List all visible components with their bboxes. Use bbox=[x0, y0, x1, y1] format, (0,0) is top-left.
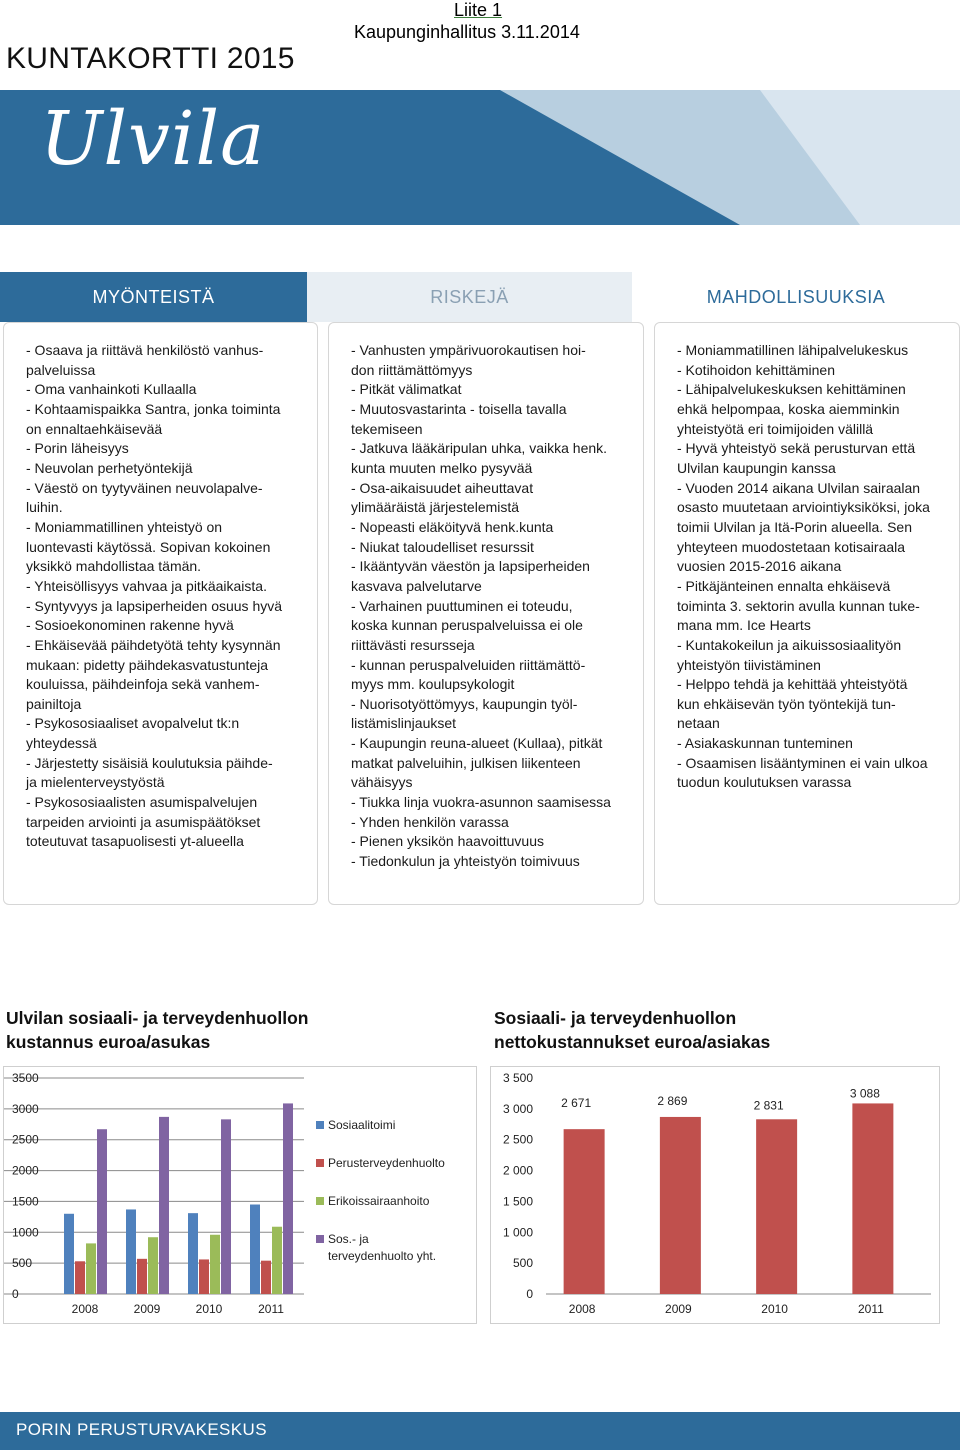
text-line: yhteistyötä eri toimijoiden välillä bbox=[677, 420, 874, 437]
y-tick-label: 2500 bbox=[12, 1132, 39, 1147]
text-line: - Yhteisöllisyys vahvaa ja pitkäaikaista. bbox=[26, 577, 267, 594]
text-line: - Asiakaskunnan tunteminen bbox=[677, 735, 853, 752]
text-line: kunta muuten melko pysyvää bbox=[351, 459, 533, 476]
data-label: 3 088 bbox=[849, 1086, 880, 1101]
text-line: tuodun koulutuksen varassa bbox=[677, 774, 852, 791]
risks-box bbox=[328, 322, 644, 905]
text-line: ylimääräistä järjestelemistä bbox=[351, 499, 520, 516]
x-tick-label: 2009 bbox=[665, 1302, 692, 1316]
y-tick-label: 1500 bbox=[12, 1194, 39, 1209]
text-line: - Sosioekonominen rakenne hyvä bbox=[26, 617, 234, 634]
bar-3 bbox=[283, 1103, 293, 1294]
text-line: - Muutosvastarinta - toisella tavalla bbox=[351, 400, 567, 417]
chart-2 bbox=[490, 1066, 940, 1324]
x-tick-label: 2010 bbox=[195, 1302, 223, 1316]
chart-1-title bbox=[6, 1006, 308, 1054]
text-line: - Kaupungin reuna-alueet (Kullaa), pitkät bbox=[351, 735, 603, 752]
text-line: toiminta 3. sektorin avulla kunnan tuke- bbox=[677, 597, 920, 614]
text-line: - Yhden henkilön varassa bbox=[351, 813, 509, 830]
text-line: tarpeiden arviointi ja asumispäätökset bbox=[26, 813, 261, 830]
text-line: - Ikääntyvän väestön ja lapsiperheiden bbox=[351, 558, 590, 575]
text-line: luontevasti käytössä. Sopivan kokoinen bbox=[26, 538, 271, 555]
text-line: - Pitkät välimatkat bbox=[351, 381, 462, 398]
text-line: myys mm. koulupsykologit bbox=[351, 676, 515, 693]
text-line: - Kohtaamispaikka Santra, jonka toiminta bbox=[26, 400, 281, 417]
chart-2-svg bbox=[491, 1067, 939, 1323]
text-line: toimii Ulvilan ja Itä-Porin alueella. Sen bbox=[677, 518, 912, 535]
data-label: 2 831 bbox=[753, 1098, 784, 1113]
strengths-box bbox=[3, 322, 318, 905]
meeting-label: Kaupunginhallitus 3.11.2014 bbox=[354, 22, 580, 42]
text-line: don riittämättömyys bbox=[351, 361, 473, 378]
y-tick-label: 2000 bbox=[12, 1163, 39, 1178]
text-line: - kunnan peruspalveluiden riittämättö- bbox=[351, 656, 586, 673]
footer-text: PORIN PERUSTURVAKESKUS bbox=[16, 1420, 267, 1439]
bar bbox=[852, 1103, 893, 1294]
legend-label: terveydenhuolto yht. bbox=[328, 1249, 437, 1263]
x-tick-label: 2011 bbox=[857, 1302, 884, 1316]
legend-swatch bbox=[316, 1159, 324, 1167]
y-tick-label: 500 bbox=[12, 1256, 33, 1271]
text-line: Ulvilan kaupungin kanssa bbox=[677, 459, 836, 476]
bar-0 bbox=[250, 1205, 260, 1294]
y-tick-label: 3500 bbox=[12, 1071, 39, 1085]
bar-3 bbox=[97, 1129, 107, 1294]
text-line: luihin. bbox=[26, 499, 63, 516]
x-tick-label: 2010 bbox=[761, 1302, 788, 1316]
page-title: KUNTAKORTTI 2015 bbox=[6, 42, 295, 75]
text-line: - Porin läheisyys bbox=[26, 440, 129, 457]
legend-label: Sos.- ja bbox=[328, 1232, 369, 1246]
text-line: - Moniammatillinen lähipalvelukeskus bbox=[677, 342, 909, 358]
text-line: yhteyteen muodostetaan kotisairaala bbox=[677, 538, 906, 555]
text-line: - Helppo tehdä ja kehittää yhteistyötä bbox=[677, 676, 908, 693]
y-tick-label: 2 000 bbox=[502, 1163, 533, 1178]
text-line: netaan bbox=[677, 715, 720, 732]
text-line: - Nopeasti eläköityvä henk.kunta bbox=[351, 518, 554, 535]
chart-title-line: Sosiaali- ja terveydenhuollon bbox=[494, 1008, 737, 1028]
legend-label: Sosiaalitoimi bbox=[328, 1118, 396, 1132]
text-line: - Vuoden 2014 aikana Ulvilan sairaalan bbox=[677, 479, 921, 496]
text-line: listämislinjaukset bbox=[351, 715, 457, 732]
bar-0 bbox=[126, 1209, 136, 1294]
text-line: kouluissa, päihdeinfoja sekä vanhem- bbox=[26, 676, 260, 693]
legend-swatch bbox=[316, 1235, 324, 1243]
chart-2-title bbox=[494, 1006, 770, 1054]
legend-swatch bbox=[316, 1197, 324, 1205]
text-line: - Lähipalvelukeskuksen kehittäminen bbox=[677, 381, 906, 398]
bar-2 bbox=[210, 1235, 220, 1294]
text-line: - Neuvolan perhetyöntekijä bbox=[26, 459, 193, 476]
text-line: - Ehkäisevää päihdetyötä tehty kysynnän bbox=[26, 636, 281, 653]
text-line: - Tiedonkulun ja yhteistyön toimivuus bbox=[351, 853, 580, 870]
opportunities-heading: MAHDOLLISUUKSIA bbox=[632, 272, 960, 322]
text-line: - Osa-aikaisuudet aiheuttavat bbox=[351, 479, 534, 496]
text-line: - Osaava ja riittävä henkilöstö vanhus- bbox=[26, 342, 264, 358]
text-line: koska kunnan peruspalveluissa ei ole bbox=[351, 617, 583, 634]
text-line: - Kuntakokeilun ja aikuissosiaalityön bbox=[677, 636, 902, 653]
city-name: Ulvila bbox=[40, 96, 266, 182]
strengths-heading: MYÖNTEISTÄ bbox=[0, 272, 307, 322]
chart-title-line: kustannus euroa/asukas bbox=[6, 1032, 211, 1052]
text-line: mukaan: pidetty päihdekasvatustunteja bbox=[26, 656, 269, 673]
text-line: palveluissa bbox=[26, 361, 96, 378]
text-line: yhteistyön tiivistäminen bbox=[677, 656, 821, 673]
text-line: matkat palveluihin, julkisen liikenteen bbox=[351, 754, 581, 771]
text-line: ehkä helpompaa, koska aiemminkin bbox=[677, 400, 900, 417]
text-line: - Kotihoidon kehittäminen bbox=[677, 361, 835, 378]
text-line: - Psykososiaalisten asumispalvelujen bbox=[26, 794, 258, 811]
text-line: yksikkö mahdollistaa tämän. bbox=[26, 558, 202, 575]
bar bbox=[660, 1117, 701, 1294]
bar-1 bbox=[199, 1259, 209, 1294]
text-line: riittävästi resursseja bbox=[351, 636, 475, 653]
bar-2 bbox=[86, 1243, 96, 1294]
text-line: vähäisyys bbox=[351, 774, 413, 791]
text-line: - Niukat taloudelliset resurssit bbox=[351, 538, 534, 555]
data-label: 2 671 bbox=[561, 1096, 592, 1111]
legend-label: Erikoissairaanhoito bbox=[328, 1194, 430, 1208]
text-line: kun ehkäisevän työn työntekijä tun- bbox=[677, 695, 896, 712]
chart-1-svg bbox=[4, 1067, 476, 1323]
text-line: yhteydessä bbox=[26, 735, 97, 752]
bar bbox=[564, 1129, 605, 1294]
text-line: - Oma vanhainkoti Kullaalla bbox=[26, 381, 197, 398]
bar-1 bbox=[261, 1261, 271, 1294]
y-tick-label: 1 000 bbox=[502, 1225, 533, 1240]
y-tick-label: 1 500 bbox=[502, 1194, 533, 1209]
legend-label: Perusterveydenhuolto bbox=[328, 1156, 445, 1170]
text-line: osasto muutetaan arviointiyksiköksi, joka bbox=[677, 499, 930, 516]
text-line: mana mm. Ice Hearts bbox=[677, 617, 811, 634]
text-line: tekemiseen bbox=[351, 420, 423, 437]
bar-2 bbox=[272, 1227, 282, 1294]
bar bbox=[756, 1119, 797, 1294]
text-line: - Varhainen puuttuminen ei toteudu, bbox=[351, 597, 573, 614]
text-line: ja mielenterveystyöstä bbox=[26, 774, 165, 791]
x-tick-label: 2008 bbox=[71, 1302, 99, 1316]
chart-title-line: nettokustannukset euroa/asiakas bbox=[494, 1032, 771, 1052]
risks-heading: RISKEJÄ bbox=[307, 272, 632, 322]
bar-3 bbox=[221, 1119, 231, 1294]
text-line: - Väestö on tyytyväinen neuvolapalve- bbox=[26, 479, 263, 496]
bar-0 bbox=[188, 1213, 198, 1294]
text-line: toteutuvat tasapuolisesti yt-alueella bbox=[26, 833, 244, 850]
bar-3 bbox=[159, 1117, 169, 1294]
y-tick-label: 500 bbox=[512, 1256, 533, 1271]
bar-1 bbox=[137, 1259, 147, 1294]
text-line: kasvava palvelutarve bbox=[351, 577, 482, 594]
bar-2 bbox=[148, 1237, 158, 1294]
text-line: - Jatkuva lääkäripulan uhka, vaikka henk. bbox=[351, 440, 608, 457]
legend-swatch bbox=[316, 1121, 324, 1129]
text-line: - Vanhusten ympärivuorokautisen hoi- bbox=[351, 342, 586, 358]
text-line: - Järjestetty sisäisiä koulutuksia päihde- bbox=[26, 754, 273, 771]
y-tick-label: 0 bbox=[12, 1287, 19, 1301]
attachment-label: Liite 1 bbox=[454, 0, 503, 20]
data-label: 2 869 bbox=[657, 1093, 688, 1108]
text-line: - Hyvä yhteistyö sekä perusturvan että bbox=[677, 440, 916, 457]
x-tick-label: 2009 bbox=[133, 1302, 161, 1316]
text-line: - Syntyvyys ja lapsiperheiden osuus hyvä bbox=[26, 597, 283, 614]
y-tick-label: 3000 bbox=[12, 1101, 39, 1116]
opportunities-box bbox=[654, 322, 960, 905]
y-tick-label: 3 500 bbox=[502, 1071, 533, 1085]
y-tick-label: 2 500 bbox=[502, 1132, 533, 1147]
y-tick-label: 3 000 bbox=[502, 1101, 533, 1116]
text-line: - Psykososiaaliset avopalvelut tk:n bbox=[26, 715, 240, 732]
chart-1 bbox=[3, 1066, 477, 1324]
text-line: - Osaamisen lisääntyminen ei vain ulkoa bbox=[677, 754, 928, 771]
x-tick-label: 2011 bbox=[258, 1302, 284, 1316]
text-line: vuosien 2015-2016 aikana bbox=[677, 558, 842, 575]
text-line: - Tiukka linja vuokra-asunnon saamisessa bbox=[351, 794, 611, 811]
text-line: - Pitkäjänteinen ennalta ehkäisevä bbox=[677, 577, 891, 594]
chart-title-line: Ulvilan sosiaali- ja terveydenhuollon bbox=[6, 1008, 309, 1028]
bar-0 bbox=[64, 1214, 74, 1294]
text-line: on ennaltaehkäisevää bbox=[26, 420, 163, 437]
x-tick-label: 2008 bbox=[568, 1302, 596, 1316]
text-line: - Pienen yksikön haavoittuvuus bbox=[351, 833, 544, 850]
bar-1 bbox=[75, 1261, 85, 1294]
y-tick-label: 1000 bbox=[12, 1225, 39, 1240]
text-line: - Moniammatillinen yhteistyö on bbox=[26, 518, 223, 535]
text-line: - Nuorisotyöttömyys, kaupungin työl- bbox=[351, 695, 578, 712]
y-tick-label: 0 bbox=[526, 1287, 533, 1301]
text-line: painiltoja bbox=[26, 695, 82, 712]
